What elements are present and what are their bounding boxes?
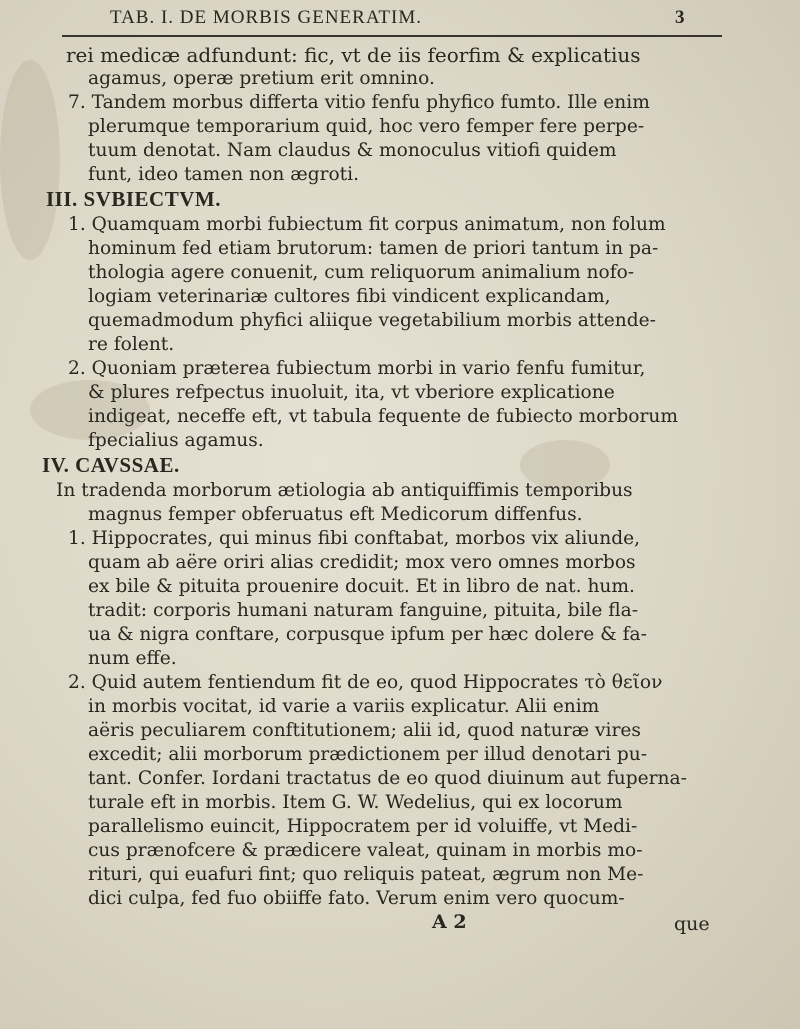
text-line: dici culpa, fed fuo obiiffe fato. Verum enim vero quocum- [88,888,625,909]
text-line: in morbis vocitat, id varie a variis explicatur. Alii enim [88,696,600,717]
text-line: plerumque temporarium quid, hoc vero femper fere perpe- [88,116,645,137]
text-line: rituri, qui euafuri fint; quo reliquis pateat, ægrum non Me- [88,864,644,885]
text-line: logiam veterinariæ cultores fibi vindicent explicandam, [88,286,611,307]
signature-mark: A 2 [432,911,467,933]
text-line: tant. Confer. Iordani tractatus de eo quod diuinum aut fuperna- [88,768,687,789]
text-line: tradit: corporis humani naturam fanguine, pituita, bile fla- [88,600,639,621]
text-line: 1. Quamquam morbi fubiectum fit corpus animatum, non folum [68,214,666,235]
text-line: ex bile & pituita prouenire docuit. Et in libro de nat. hum. [88,576,635,597]
section-heading: IV. CAVSSAE. [42,453,180,477]
running-title: TAB. I. DE MORBIS GENERATIM. [110,7,423,28]
text-line: In tradenda morborum ætiologia ab antiquiffimis temporibus [56,480,633,501]
text-line: quemadmodum phyfici aliique vegetabilium morbis attende- [88,310,656,331]
text-line: funt, ideo tamen non ægroti. [88,164,360,185]
text-line: 2. Quid autem fentiendum fit de eo, quod Hippocrates τὸ θεῖον [68,672,663,693]
text-line: indigeat, neceffe eft, vt tabula fequente de fubiecto morborum [88,406,678,427]
text-line: parallelismo euincit, Hippocratem per id voluiffe, vt Medi- [88,816,638,837]
text-line: 1. Hippocrates, qui minus fibi conftabat, morbos vix aliunde, [68,528,641,549]
text-line: fpecialius agamus. [88,430,264,451]
text-line: aëris peculiarem conftitutionem; alii id, quod naturæ vires [88,720,641,741]
text-line: magnus femper obferuatus eft Medicorum diffenfus. [88,504,583,525]
text-line: excedit; alii morborum prædictionem per illud denotari pu- [88,744,647,765]
text-line: thologia agere conuenit, cum reliquorum animalium nofo- [88,262,635,283]
running-head [42,7,732,31]
text-line: num effe. [88,648,177,669]
text-line: 7. Tandem morbus differta vitio fenfu phyfico fumto. Ille enim [68,92,650,113]
text-line: cus prænofcere & prædicere valeat, quinam in morbis mo- [88,840,643,861]
text-line: 2. Quoniam præterea fubiectum morbi in vario fenfu fumitur, [68,358,646,379]
catchword: que [674,913,710,935]
text-line: quam ab aëre oriri alias credidit; mox vero omnes morbos [88,552,636,573]
text-line: re folent. [88,334,175,355]
header-rule [62,35,722,37]
text-line: turale eft in morbis. Item G. W. Wedelius, qui ex locorum [88,792,623,813]
section-heading: III. SVBIECTVM. [46,187,221,211]
page-number: 3 [675,7,686,28]
paper-stain [0,60,60,260]
text-line: & plures refpectus inuoluit, ita, vt vberiore explicatione [88,382,615,403]
text-line: agamus, operæ pretium erit omnino. [88,68,435,89]
text-line: tuum denotat. Nam claudus & monoculus vitiofi quidem [88,140,617,161]
text-line: ua & nigra conftare, corpusque ipfum per hæc dolere & fa- [88,624,647,645]
text-line: hominum fed etiam brutorum: tamen de priori tantum in pa- [88,238,659,259]
text-line: rei medicæ adfundunt: fic, vt de iis feorfim & explicatius [66,43,641,67]
